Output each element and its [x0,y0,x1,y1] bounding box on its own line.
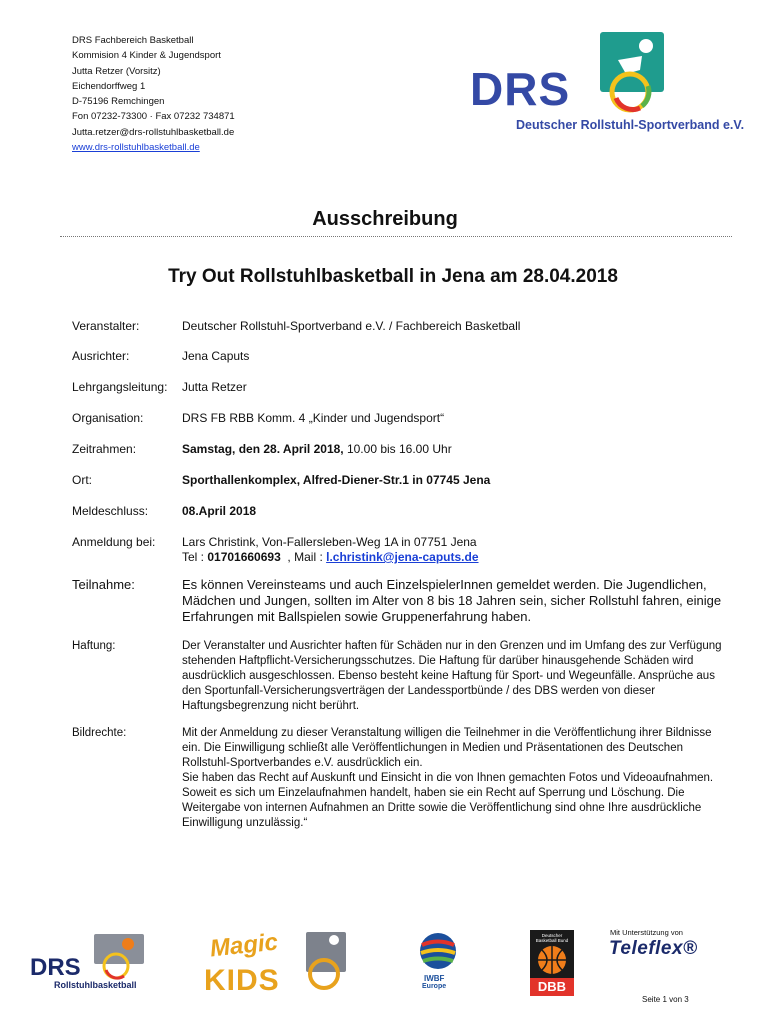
date-bold: Samstag, den 28. April 2018, [182,442,344,456]
field-value: Es können Vereinsteams und auch EinzelspielerInnen gemeldet werden. Die Jugendlichen, Mädchen und Jungen, sollten im Alter von 8 bis 18 Jahren sein, sicher Rollstuhl fahren, einige Erfahrungen mit Ballspielen sowie Gruppenerfahrung haben. [182,577,722,624]
field-teilnahme [72,577,722,627]
sender-line: Jutta.retzer@drs-rollstuhlbasketball.de [72,126,235,138]
sender-line: Fon 07232-73300 · Fax 07232 734871 [72,111,235,123]
field-label: Haftung: [72,640,116,652]
field-label: Bildrechte: [72,727,127,739]
field-value [182,442,722,457]
event-title: Try Out Rollstuhlbasketball in Jena am 28.04.2018 [168,266,618,287]
field-label: Organisation: [72,411,144,425]
field-anmeldung [72,535,722,569]
wheelchair-player-icon [304,930,350,996]
field-label: Ausrichter: [72,349,130,363]
title-divider [60,236,732,237]
drs-rollstuhlbasketball-logo [28,932,158,992]
magic-kids-line1: Magic [208,928,280,963]
field-value: Mit der Anmeldung zu dieser Veranstaltung willigen die Teilnehmer in die Veröffentlichung ihrer Bildnisse ein. Die Einwilligung schließt alle Veröffentlichungen in Medien und Präsentationen des Deutschen Rollstuhl-Sportverbandes e.V. ausdrücklich ein. [182,727,712,769]
wheelchair-basketball-icon [92,932,146,980]
magic-kids-logo [204,926,354,1002]
drs-logo-subtitle: Deutscher Rollstuhl-Sportverband e.V. [516,118,745,132]
sender-line: Kommision 4 Kinder & Jugendsport [72,50,221,62]
iwbf-europe-logo [418,930,462,996]
sender-line: Eichendorffweg 1 [72,80,146,92]
contact-address: Lars Christink, Von-Fallersleben-Weg 1A in 07751 Jena [182,535,477,549]
tel-prefix: Tel : [182,550,208,564]
sender-line: D-75196 Remchingen [72,96,165,108]
drs-rbb-sub: Rollstuhlbasketball [54,980,137,990]
field-label: Anmeldung bei: [72,535,156,549]
time-range: 10.00 bis 16.00 Uhr [343,442,452,456]
dbb-name: DBB [530,978,574,996]
field-value: Der Veranstalter und Ausrichter haften für Schäden nur in den Grenzen und im Umfang des zur Verfügung stehenden Haftpflicht-Versicherungsschutzes. Die Haftung für darüber hinausgehende Schäden wird ausdrücklich ausgeschlossen. Ebenso besteht keine Haftung für Sport- und Wegeunfälle. Ansprüche aus den Sportunfall-Versicherungsverträgen der Landessportbünde / des DBS werden von dieser Haftungsbegrenzung nicht berührt. [182,640,722,712]
field-label: Ort: [72,473,92,487]
globe-icon [418,930,458,972]
iwbf-line1: IWBF [424,974,445,983]
field-value: Deutscher Rollstuhl-Sportverband e.V. / Fachbereich Basketball [182,319,521,333]
support-text: Mit Unterstützung von [610,928,683,937]
email-link[interactable]: l.christink@jena-caputs.de [326,550,479,564]
field-label: Meldeschluss: [72,504,149,518]
field-label: Lehrgangsleitung: [72,380,168,394]
wheelchair-athlete-icon [596,30,668,116]
drs-rbb-name: DRS [30,954,81,981]
field-haftung [72,639,722,715]
sender-line: DRS Fachbereich Basketball [72,35,194,46]
dbb-logo [530,930,574,996]
sender-line: Jutta Retzer (Vorsitz) [72,65,161,77]
field-label: Veranstalter: [72,319,140,333]
iwbf-line2: Europe [422,983,447,990]
field-label: Zeitrahmen: [72,442,137,456]
magic-kids-line2: KIDS [204,964,280,997]
basketball-icon [536,944,568,976]
field-bildrechte [72,726,722,836]
field-value: Jutta Retzer [182,380,247,394]
sender-address [72,33,235,155]
field-value: Jena Caputs [182,349,250,363]
document-title: Ausschreibung [312,208,458,230]
drs-logo-text: DRS [470,63,571,115]
website-link[interactable]: www.drs-rollstuhlbasketball.de [72,142,200,154]
field-value: 08.April 2018 [182,504,257,518]
page-number: Seite 1 von 3 [642,995,689,1004]
mail-prefix: , Mail : [280,550,327,564]
drs-logo [468,30,748,140]
field-value-2: Sie haben das Recht auf Auskunft und Einsicht in die von Ihnen gemachten Fotos und Videoaufnahmen. Soweit es sich um Einzelaufnahmen handelt, haben sie ein Recht auf Sperrung und Löschung. Die Weitergabe von internen Aufnahmen an Dritte sowie die Veröffentlichung sind ohne Ihre ausdrückliche Einwilligung unzulässig.“ [182,772,714,829]
field-value: DRS FB RBB Komm. 4 „Kinder und Jugendsport“ [182,411,445,425]
tel-number: 01701660693 [207,550,281,564]
dbb-top: Deutscher Basketball Bund [535,933,569,943]
field-label: Teilnahme: [72,577,135,592]
teleflex-logo: Teleflex® [609,938,698,959]
field-value: Sporthallenkomplex, Alfred-Diener-Str.1 in 07745 Jena [182,473,491,487]
